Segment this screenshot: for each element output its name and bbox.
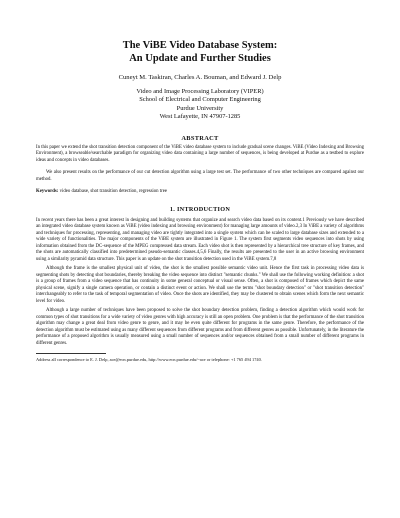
abstract-paragraph-1: In this paper we extend the shot transition detection component of the ViBE video database system to include gradual scene changes. ViBE (Video Indexing and Browsing Environment), a browseable/searchable paradigm for organizing video data containing a large number of sequences, is being developed at Purdue as a testbed to explore ideas and concepts in video databases. xyxy=(36,144,364,163)
abstract-paragraph-2: We also present results on the performance of our cut detection algorithm using a large test set. The performance of two other techniques are compared against our method. xyxy=(36,170,364,182)
intro-paragraph-1: In recent years there has been a great interest in designing and building systems that organize and search video data based on its content.1 Previously we have described an integrated video database system known as ViBE (video indexing and browsing environment) for managing large amounts of video.2,3 In ViBE a variety of algorithms and techniques for processing, representing, and managing video are tightly integrated into a single system which can be scaled to large database sizes and extended to a wide variety of functionalities. The major components of the ViBE system are illustrated in Figure 1. The system first segments video sequences into shots by using information obtained from the DC-sequence of the MPEG compressed data stream. Each video shot is then represented by a hierarchical tree structure of key frames, and the shots are automatically classified into predetermined pseudo-semantic classes.4,5,6 Finally, the results are presented to the user in an active browsing environment using a similarity pyramid data structure. This paper is an update on the shot transition detection used in the ViBE system.7,8 xyxy=(36,217,364,262)
title-line-2: An Update and Further Studies xyxy=(129,52,271,64)
title-line-1: The ViBE Video Database System: xyxy=(122,40,278,51)
affiliation xyxy=(36,88,364,122)
affiliation-location: West Lafayette, IN 47907-1285 xyxy=(159,113,241,121)
section-heading-introduction: 1. INTRODUCTION xyxy=(169,205,231,213)
intro-paragraph-3: Although a large number of techniques have been proposed to solve the shot boundary detection problem, finding a detection algorithm which would work for common types of shot transitions for a wide variety of video genres with high accuracy is still an open problem. One problem is that the performance of the shot transition algorithm may change a great deal from video genre to genre, and it may be even quite different for programs in the same genre. Therefore, the performance of the detection algorithm must be estimated using as many different sequences from different programs and from different genres as possible. Unfortunately, in the literature the performance of a proposed algorithm is usually measured using a small number of sequences and/or sequences obtained from a small number of different programs in different genres. xyxy=(36,308,364,346)
keywords xyxy=(36,189,364,196)
affiliation-university: Purdue University xyxy=(176,104,224,112)
intro-paragraph-2: Although the frame is the smallest physical unit of video, the shot is the smallest possible semantic video unit. Hence the first task in processing video data is segmenting shots by detecting shot boundaries, thereby breaking the video sequence into distinct "semantic chunks." We shall use the following working definition: a shot is a group of frames from a video sequence that has continuity in some general conceptual or visual sense. Often, a shot is composed of frames which depict the same physical scene, signify a single camera operation, or contain a distinct event or action. We shall use the terms "shot boundary detection" or "shot transition detection" interchangeably to refer to the task of temporal segmentation of video. Once the shots are identified, they may be clustered to obtain scenes which form the next semantic level for video. xyxy=(36,266,364,304)
keywords-text: video database, shot transition detection, regression tree xyxy=(58,189,167,195)
keywords-label: Keywords: xyxy=(36,189,59,195)
paper-title xyxy=(36,40,364,65)
affiliation-school: School of Electrical and Computer Engineering xyxy=(139,96,261,104)
footnote-correspondence: Address all correspondence to E. J. Delp, ace@ecn.purdue.edu, http://www.ecn.purdue.edu/~ace or telephone: +1 765 494 1740. xyxy=(36,357,262,363)
affiliation-lab: Video and Image Processing Laboratory (VIPER) xyxy=(136,88,264,95)
footnote-rule xyxy=(36,353,106,354)
abstract-heading: ABSTRACT xyxy=(181,134,219,142)
authors: Cuneyt M. Taskiran, Charles A. Bouman, and Edward J. Delp xyxy=(118,74,282,81)
